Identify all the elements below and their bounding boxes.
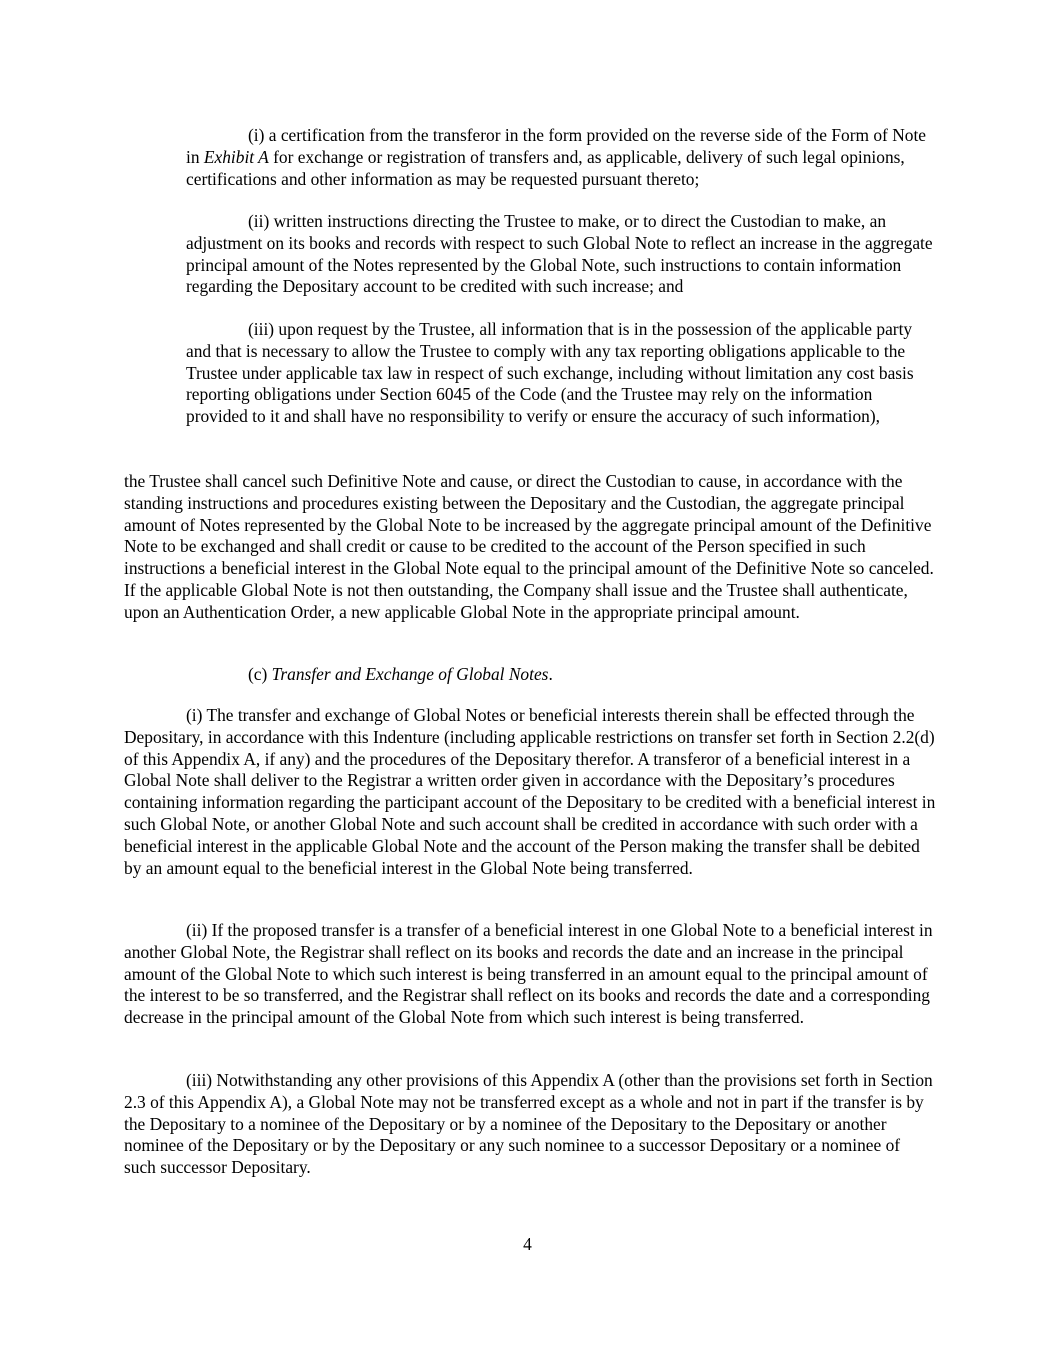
paragraph-written-instructions: (ii) written instructions directing the Trustee to make, or to direct the Custodian to make, an adjustment on its books and records with respect to such Global Note to reflect an increase in the aggregate principal amount of the Notes represented by the Global Note, such instructions to contain information regarding the Depositary account to be credited with such increase; and	[186, 211, 933, 297]
paragraph-information-request: (iii) upon request by the Trustee, all information that is in the possession of the applicable party and that is necessary to allow the Trustee to comply with any tax reporting obligations applicable to the Trustee under applicable tax law in respect of such exchange, including without limitation any cost basis reporting obligations under Section 6045 of the Code (and the Trustee may rely on the information provided to it and shall have no responsibility to verify or ensure the accuracy of such information),	[186, 319, 914, 427]
paragraph-certification	[186, 125, 936, 190]
paragraph-text: for exchange or registration of transfers and, as applicable, delivery of such legal opinions, certifications and other information as may be requested pursuant thereto;	[186, 146, 905, 189]
section-title: Transfer and Exchange of Global Notes	[271, 664, 549, 684]
paragraph-proposed-transfer: (ii) If the proposed transfer is a transfer of a beneficial interest in one Global Note to a beneficial interest in another Global Note, the Registrar shall reflect on its books and records the date and an increase in the principal amount of the Global Note to which such interest is being transferred in an amount equal to the principal amount of the interest to be so transferred, and the Registrar shall reflect on its books and records the date and a corresponding decrease in the principal amount of the Global Note from which such interest is being transferred.	[124, 920, 933, 1028]
section-suffix: .	[548, 664, 553, 684]
paragraph-trustee-cancel: the Trustee shall cancel such Definitive Note and cause, or direct the Custodian to cause, in accordance with the standing instructions and procedures existing between the Depositary and the Custodian, the aggregate principal amount of Notes represented by the Global Note to be increased by the aggregate principal amount of the Definitive Note to be exchanged and shall credit or cause to be credited to the account of the Person specified in such instructions a beneficial interest in the Global Note equal to the principal amount of the Definitive Note so canceled. If the applicable Global Note is not then outstanding, the Company shall issue and the Trustee shall authenticate, upon an Authentication Order, a new applicable Global Note in the appropriate principal amount.	[124, 471, 934, 622]
paragraph-notwithstanding: (iii) Notwithstanding any other provisions of this Appendix A (other than the provisions set forth in Section 2.3 of this Appendix A), a Global Note may not be transferred except as a whole and not in part if the transfer is by the Depositary to a nominee of the Depositary or by a nominee of the Depositary to the Depositary or another nominee of the Depositary or by the Depositary or any such nominee to a successor Depositary or a nominee of such successor Depositary.	[124, 1070, 933, 1178]
page-number: 4	[523, 1234, 532, 1254]
paragraph-transfer-through-depositary: (i) The transfer and exchange of Global Notes or beneficial interests therein shall be effected through the Depositary, in accordance with this Indenture (including applicable restrictions on transfer set forth in Section 2.2(d) of this Appendix A, if any) and the procedures of the Depositary therefor. A transferor of a beneficial interest in a Global Note shall deliver to the Registrar a written order given in accordance with the Depositary’s procedures containing information regarding the participant account of the Depositary to be credited with a beneficial interest in such Global Note, or another Global Note and such account shall be credited in accordance with such order with a beneficial interest in the applicable Global Note and the account of the Person making the transfer shall be debited by an amount equal to the beneficial interest in the Global Note being transferred.	[124, 705, 936, 878]
exhibit-reference: Exhibit A	[203, 146, 269, 167]
section-heading-transfer-exchange	[248, 664, 553, 686]
paragraph-text: (i) a certification from the transferor in the form provided on the reverse side of the Form of Note in	[186, 125, 926, 167]
section-prefix: (c)	[248, 664, 272, 684]
